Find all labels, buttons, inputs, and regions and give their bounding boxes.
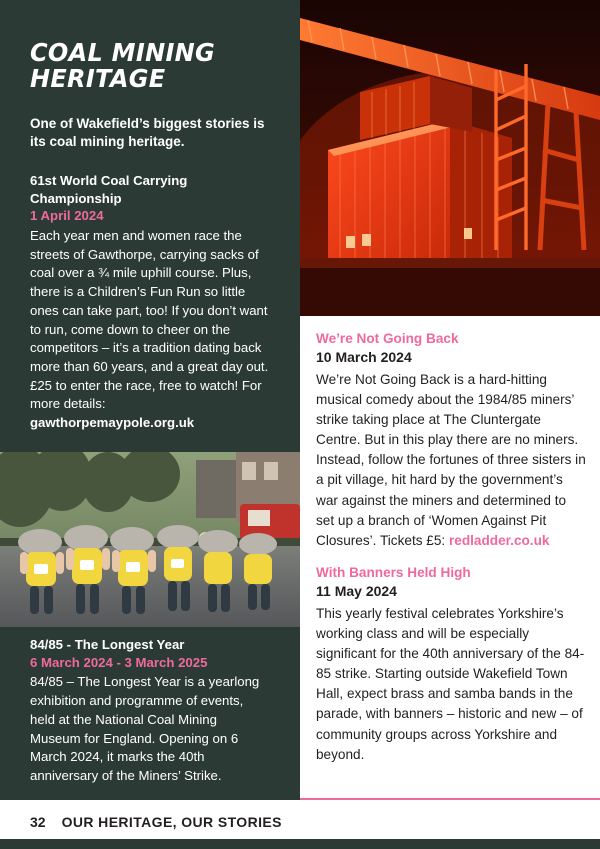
right-column-content [316, 330, 588, 765]
event-date: 10 March 2024 [316, 349, 412, 366]
event-body: This yearly festival celebrates Yorkshire’s working class and will be especially significant for the 40th anniversary of the 84-85 strike. Starting outside Wakefield Town Hall, expect brass and samba bands in the parade, with banners – historic and new – of community groups across Yorkshire and beyond. [316, 605, 585, 762]
event-block-coal-carrying [30, 172, 270, 433]
event-body-text: We’re Not Going Back is a hard-hitting musical comedy about the 1984/85 miners’ strike taking place at The Cluntergate Centre. But in this play there are no miners. Instead, follow the fortunes of three sisters in a pit village, hit hard by the government’s war against the miners and determined to set up a branch of ‘Women Against Pit Closures’. Tickets £5: [316, 371, 586, 548]
left-column [0, 0, 300, 800]
footer-content [30, 814, 282, 830]
event-link[interactable]: redladder.co.uk [448, 532, 550, 548]
event-link[interactable]: gawthorpemaypole.org.uk [30, 415, 195, 431]
spacer [316, 551, 588, 564]
event-date: 11 May 2024 [316, 583, 397, 600]
event-title: We’re Not Going Back [316, 331, 459, 346]
event-title: 61st World Coal Carrying Championship [30, 172, 188, 206]
event-block-banners-held-high [316, 564, 588, 765]
left-column-content [0, 0, 300, 433]
colliery-headgear-photo [300, 0, 600, 316]
page-title: COAL MINING HERITAGE [30, 38, 216, 94]
event-body [30, 227, 270, 433]
event-title: With Banners Held High [316, 564, 471, 580]
event-date: 6 March 2024 - 3 March 2025 [30, 654, 208, 670]
event-block-not-going-back [316, 330, 588, 551]
footer-bar [0, 839, 600, 849]
event-body [316, 370, 588, 551]
event-date: 1 April 2024 [30, 208, 104, 224]
event-body-text: Each year men and women race the streets of Gawthorpe, carrying sacks of coal over a ¾ mile uphill course. Plus, there is a Children’s Fun Run so little ones can take part, too! If you don’t want to run, come down to cheer on the competitors – it’s a tradition dating back more than 60 years, and a great day out. £25 to enter the race, free to watch! For more details: [30, 227, 269, 412]
runners-carrying-coal-photo [0, 452, 300, 627]
footer-title: OUR HERITAGE, OUR STORIES [61, 814, 282, 830]
intro-paragraph: One of Wakefield’s biggest stories is its coal mining heritage. [30, 115, 265, 150]
event-title: 84/85 - The Longest Year [30, 637, 185, 652]
event-body: 84/85 – The Longest Year is a yearlong exhibition and programme of events, held at the National Coal Mining Museum for England. Opening on 6 March 2024, it marks the 40th anniversary of the Miners’ Strike. [30, 674, 260, 783]
event-block-longest-year [30, 636, 270, 786]
page-number: 32 [30, 814, 46, 830]
right-column [300, 0, 600, 800]
